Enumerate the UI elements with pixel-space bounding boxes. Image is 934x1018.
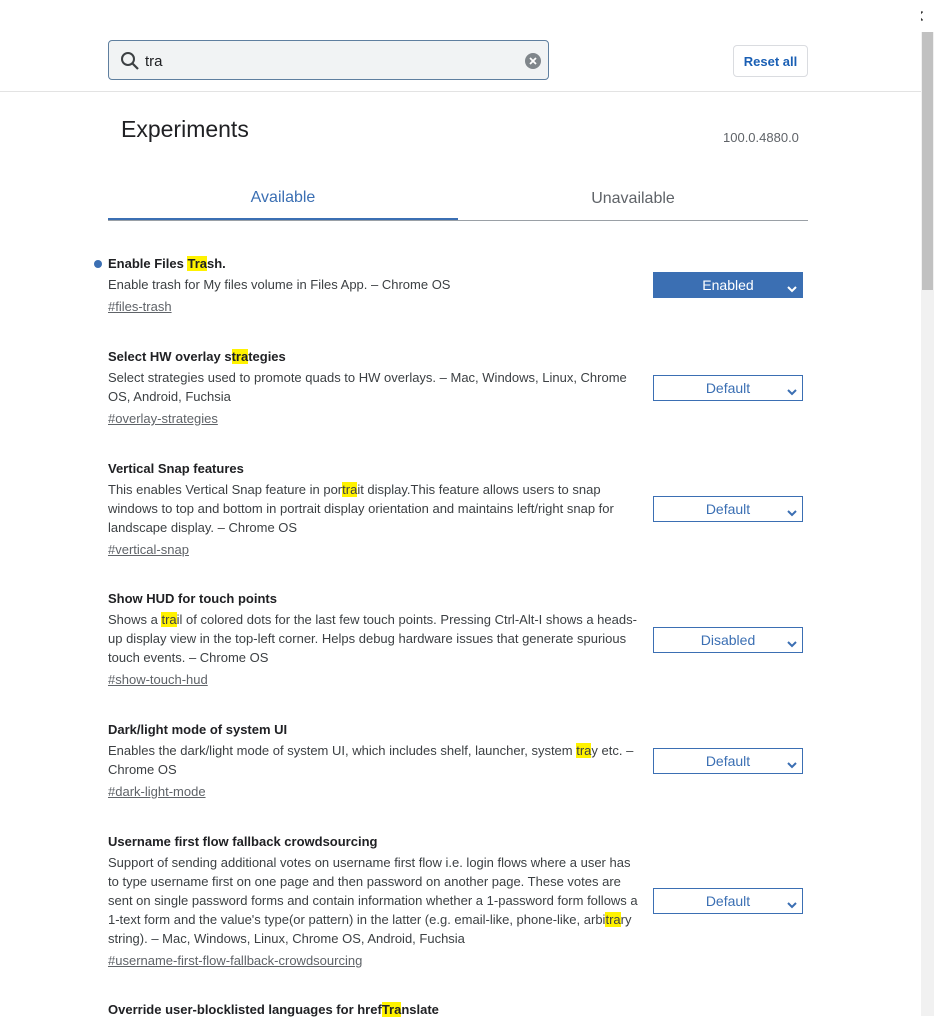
- search-highlight: tra: [231, 349, 249, 364]
- search-input[interactable]: [145, 49, 515, 73]
- scrollbar-thumb[interactable]: [922, 32, 933, 290]
- experiment-link[interactable]: #username-first-flow-fallback-crowdsourcing: [108, 953, 363, 968]
- experiment-item: [108, 460, 808, 559]
- experiment-item: [108, 590, 808, 689]
- experiment-description: Support of sending additional votes on username first flow i.e. login flows where a user has to type username first on one page and then password on another page. These votes are sent on single password forms and contain information whether a 1-password form follows a 1-text form and the value's type(or pattern) in the latter (e.g. email-like, phone-like, arbitrary string). – Mac, Windows, Linux, Chrome OS, Android, Fuchsia: [108, 855, 638, 946]
- experiment-description: Enable trash for My files volume in Files App. – Chrome OS: [108, 277, 451, 292]
- experiment-link[interactable]: #files-trash: [108, 299, 172, 314]
- experiment-name: Username first flow fallback crowdsourcing: [108, 834, 378, 849]
- search-highlight: tra: [576, 743, 592, 758]
- experiment-select[interactable]: Enabled: [653, 272, 803, 298]
- experiment-select[interactable]: Default: [653, 496, 803, 522]
- experiment-select[interactable]: Default: [653, 748, 803, 774]
- experiment-description: Enables the dark/light mode of system UI, which includes shelf, launcher, system tray etc. – Chrome OS: [108, 743, 634, 777]
- tab-bar: [108, 178, 808, 221]
- modified-indicator: [94, 260, 102, 268]
- experiment-name: Enable Files Trash.: [108, 255, 808, 272]
- tab-available[interactable]: Available: [108, 178, 458, 220]
- experiment-name: Override user-blocklisted languages for hrefTranslate: [108, 1002, 439, 1017]
- chevron-down-icon: [787, 384, 797, 400]
- chevron-down-icon: [787, 636, 797, 652]
- header-bar: [0, 0, 921, 92]
- search-highlight: tra: [342, 482, 358, 497]
- experiment-item: [108, 255, 808, 316]
- experiment-select[interactable]: Disabled: [653, 627, 803, 653]
- experiment-item: [108, 721, 808, 801]
- experiment-link[interactable]: #dark-light-mode: [108, 784, 206, 799]
- search-icon: [120, 51, 140, 76]
- chevron-down-icon: [787, 505, 797, 521]
- search-highlight: tra: [161, 612, 177, 627]
- search-highlight: tra: [605, 912, 621, 927]
- page-title: Experiments: [121, 116, 249, 142]
- chevron-down-icon: [787, 757, 797, 773]
- tab-unavailable[interactable]: Unavailable: [591, 190, 675, 207]
- experiment-item: [108, 833, 808, 970]
- version-label: 100.0.4880.0: [723, 130, 799, 145]
- search-highlight: Tra: [381, 1002, 402, 1017]
- experiment-name: Dark/light mode of system UI: [108, 722, 288, 737]
- experiment-name: Select HW overlay strategies: [108, 349, 286, 364]
- experiment-select[interactable]: Default: [653, 888, 803, 914]
- experiment-item: [108, 348, 808, 428]
- experiment-description: Shows a trail of colored dots for the last few touch points. Pressing Ctrl-Alt-I shows a heads-up display view in the top-left corner. Helps debug hardware issues that generate spurious touch events. – Chrome OS: [108, 612, 637, 665]
- experiment-link[interactable]: #overlay-strategies: [108, 411, 218, 426]
- chevron-down-icon: [787, 281, 797, 297]
- experiment-name: Show HUD for touch points: [108, 591, 277, 606]
- search-highlight: Tra: [187, 256, 207, 271]
- experiment-item: [108, 1001, 808, 1018]
- experiment-description: Select strategies used to promote quads to HW overlays. – Mac, Windows, Linux, Chrome OS, Android, Fuchsia: [108, 370, 627, 404]
- clear-icon[interactable]: [525, 53, 541, 74]
- reset-all-button[interactable]: Reset all: [733, 45, 808, 77]
- search-box[interactable]: [108, 40, 549, 80]
- scrollbar[interactable]: [921, 32, 934, 1016]
- experiment-name: Vertical Snap features: [108, 461, 244, 476]
- experiment-link[interactable]: #show-touch-hud: [108, 672, 208, 687]
- experiment-link[interactable]: #vertical-snap: [108, 542, 189, 557]
- experiment-description: This enables Vertical Snap feature in portrait display.This feature allows users to snap windows to top and bottom in portrait display orientation and maintains left/right snap for landscape display. – Chrome OS: [108, 482, 614, 535]
- experiment-select[interactable]: Default: [653, 375, 803, 401]
- chevron-down-icon: [787, 897, 797, 913]
